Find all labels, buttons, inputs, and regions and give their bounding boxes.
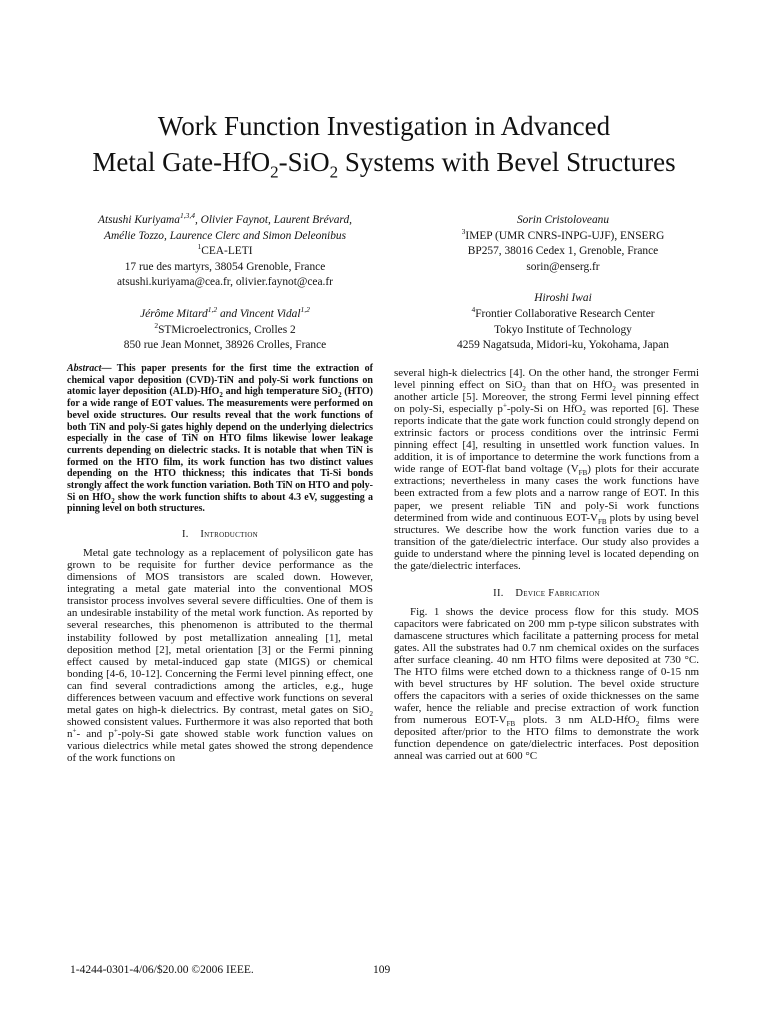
affiliation-2: $^2$STMicroelectronics, Crolles 2 — [154, 320, 296, 336]
authors-left — [40, 213, 410, 354]
affiliation-3: $^3$IMEP (UMR CNRS-INPG-UJF), ENSERG — [461, 226, 665, 242]
email-1: atsushi.kuriyama@cea.fr, olivier.faynot@cea.fr — [117, 276, 333, 289]
address-3: BP257, 38016 Cedex 1, Grenoble, France — [467, 245, 659, 258]
email-3: sorin@enserg.fr — [526, 260, 600, 273]
copyright-footer: 1-4244-0301-4/06/$20.00 ©2006 IEEE. — [70, 964, 254, 976]
right-column — [394, 367, 699, 762]
authors-right — [398, 213, 728, 354]
affiliation-1: $^1$CEA-LETI — [197, 242, 253, 258]
author-names-2: Amélie Tozzo, Laurence Clerc and Simon Deleonibus — [103, 229, 347, 242]
paper-title — [0, 108, 768, 180]
author-name-iwai: Hiroshi Iwai — [534, 292, 592, 305]
section-heading-device-fabrication: II. Device Fabrication — [493, 587, 600, 599]
intro-paragraph-1-cont: several high-k dielectrics [4]. On the other hand, the stronger Fermi level pinning effect on SiO$_2$ than that on HfO$_2$ was presented in another article [5]. Moreover, the strong Fermi level pinning effect on poly-Si, especially p+-poly-Si on HfO$_2$ was reported [6]. These reports indicate that the gate work function could strongly depend on extrinsic factors or process conditions over the intrinsic Fermi pinning effect [4], resulting in unsettled work function values. In addition, it is of importance to determine the work functions from a wide range of EOT-flat band voltage $(V_{FB})$ plots for their accurate extractions; nevertheless in many cases the work functions have been extracted from a few plots and a narrow range of EOT. In this paper, we present reliable TiN and poly-Si work functions determined from wide and continuous EOT-$V_{FB}$ plots by using bevel structures. We describe how the work function varies due to a transition of the gate/dielectric interface. Our study also provides a guide to understand where the pinning level is located depending on the gate/dielectric interfaces. — [394, 367, 700, 572]
address-4: 4259 Nagatsuda, Midori-ku, Yokohama, Japan — [457, 339, 669, 352]
affiliation-4: $^4$Frontier Collaborative Research Center — [471, 305, 655, 320]
author-names-1: Atsushi Kuriyama$^{1,3,4}$, Olivier Faynot, Laurent Brévard, — [98, 211, 352, 226]
left-column — [67, 363, 373, 764]
intro-paragraph-1: Metal gate technology as a replacement of polysilicon gate has grown to be requisite for further device performance as the dimensions of MOS transistors are scaled down. However, integrating a metal gate material into the conventional MOS transistor process involves several severe difficulties. One of them is an undesirable instability of the metal work function. As reported by several researches, this phenomenon is attributed to the thermal instability followed by post metallization annealing [1], metal deposition method [2], metal orientation [3] or the Fermi pinning effect caused by metal-induced gap state (MIGS) or chemical bonding [4-6, 10-12]. Concerning the Fermi level pinning effect, one can find several contradictions among the articles, e.g., huge differences between vacuum and effective work functions on several metal gates on high-k dielectrics. By contrast, metal gates on SiO$_2$ showed consistent values. Furthermore it was also reported that both n+- and p+-poly-Si gate showed stable work function values on various dielectrics while metal gates showed the strong dependence of the work functions on — [67, 547, 373, 764]
address-2: 850 rue Jean Monnet, 38926 Crolles, France — [123, 339, 327, 352]
affiliation-4b: Tokyo Institute of Technology — [494, 323, 632, 336]
section-heading-introduction: I. Introduction — [181, 529, 259, 541]
title-line-2: Metal Gate-HfO$_2$-SiO$_2$ Systems with Bevel Structures — [92, 147, 676, 182]
address-1: 17 rue des martyrs, 38054 Grenoble, France — [124, 260, 326, 273]
abstract: Abstract— This paper presents for the first time the extraction of chemical vapor deposition (CVD)-TiN and poly-Si work functions on atomic layer deposition (ALD)-HfO$_2$ and high temperature SiO$_2$ (HTO) for a wide range of EOT values. The measurements were performed on bevel oxide structures. Our results reveal that the work functions of both TiN and poly-Si gates highly depend on the underlying dielectrics especially in the case of TiN on HTO films likewise lower leakage currents depending on dielectric stacks. It is notable that when TiN is formed on the HTO film, its work function has two distinct values depending on the HTO thickness; this indicates that Ti-Si bonds strongly affect the work function variation. Both TiN on HTO and poly-Si on HfO$_2$ show the work function shifts to about 4.3 eV, suggesting a pinning level on both structures. — [67, 363, 373, 515]
author-names-3: Jérôme Mitard$^{1,2}$ and Vincent Vidal$^{1,2}$ — [140, 305, 310, 320]
page-number: 109 — [373, 964, 391, 976]
fabrication-paragraph-1: Fig. 1 shows the device process flow for this study. MOS capacitors were fabricated on 200 mm p-type silicon substrates with damascene structures which facilitate a patterning process for metal gates. All the substrates had 0.7 nm chemical oxides on the surfaces after surface cleaning. 40 nm HTO films were deposited at 730 °C. The HTO films were etched down to a thickness range of 0-15 nm with bevel structures by HF solution. The bevel oxide structure offers the capacitors with a series of oxide thicknesses on the same wafer, hence the reliable and precise extraction of work function from numerous EOT-$V_{FB}$ plots. 3 nm ALD-HfO$_2$ films were deposited after/prior to the HTO films to demonstrate the work function dependence on gate/dielectric interfaces. Post deposition anneal was carried out at 600 °C — [394, 605, 700, 763]
title-line-1: Work Function Investigation in Advanced — [157, 111, 611, 141]
author-name-cristoloveanu: Sorin Cristoloveanu — [516, 214, 610, 226]
